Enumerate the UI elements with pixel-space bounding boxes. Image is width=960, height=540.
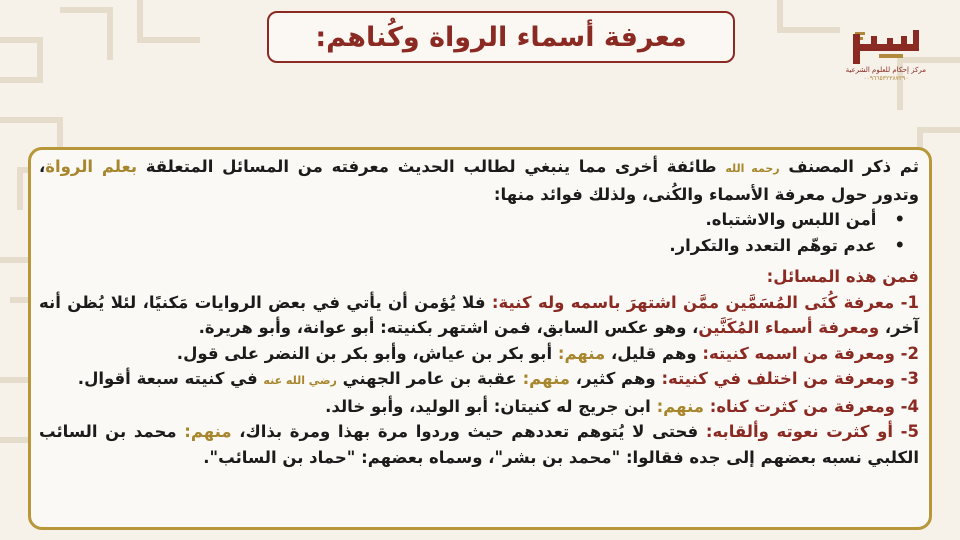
issue-5: 5- أو كثرت نعوته وألقابه: فحتى لا يُتوهم تعددهم حيث وردوا مرة بهذا ومرة بذاك، منهم: محمد بن السائب الكلبي نسبه بعضهم إلى جده فقالوا: "محمد بن بشر"، وسماه بعضهم: "حماد بن السائب". bbox=[39, 422, 920, 467]
issues-heading: فمن هذه المسائل: bbox=[766, 267, 919, 286]
honorific-rahimahullah: رحمه الله bbox=[725, 162, 780, 175]
issue-4: 4- ومعرفة من كثرت كناه: منهم: ابن جريج له كنيتان: أبو الوليد، وأبو خالد. bbox=[325, 396, 919, 416]
bullet-item: • أمن اللبس والاشتباه. bbox=[39, 207, 919, 233]
content-panel bbox=[28, 147, 932, 530]
highlight-ilm-ruwat: بعلم الرواة bbox=[45, 157, 138, 176]
slide-title bbox=[267, 11, 735, 63]
honorific-radiyallahu: رضي الله عنه bbox=[263, 374, 337, 387]
issue-2: 2- ومعرفة من اسمه كنيته: وهم قليل، منهم: أبو بكر بن عياش، وأبو بكر بن النضر على قول. bbox=[176, 343, 919, 363]
slide-title-text: معرفة أسماء الرواة وكُناهم: bbox=[315, 21, 687, 53]
logo-subtitle: مركز إحكام للعلوم الشرعية bbox=[845, 66, 926, 74]
issue-1: 1- معرفة كُنَى المُسَمَّين ممَّن اشتهرَ باسمه وله كنية: فلا يُؤمن أن يأتي في بعض الروايات مَكنيًا، لئلا يُظن أنه آخر، ومعرفة أسماء المُكَنَّين، وهو عكس السابق، فمن اشتهر بكنيته: أبو عوانة، وأبو هريرة. bbox=[39, 292, 919, 337]
bullet-item: • عدم توهّم التعدد والتكرار. bbox=[39, 233, 919, 259]
logo-mark-icon bbox=[849, 26, 923, 66]
intro-paragraph: ثم ذكر المصنف رحمه الله طائفة أخرى مما ينبغي لطالب الحديث معرفته من المسائل المتعلقة بعلم الرواة، وتدور حول معرفة الأسماء والكُنى، ولذلك فوائد منها: bbox=[39, 157, 919, 204]
content-text bbox=[39, 154, 919, 470]
issue-3: 3- ومعرفة من اختلف في كنيته: وهم كثير، منهم: عقبة بن عامر الجهني رضي الله عنه في كنيته سبعة أقوال. bbox=[77, 369, 919, 388]
logo-contact: ٠٠٩٦٦٥٣٢٣٨٧٢٩٠ bbox=[863, 75, 909, 82]
logo bbox=[846, 26, 926, 96]
